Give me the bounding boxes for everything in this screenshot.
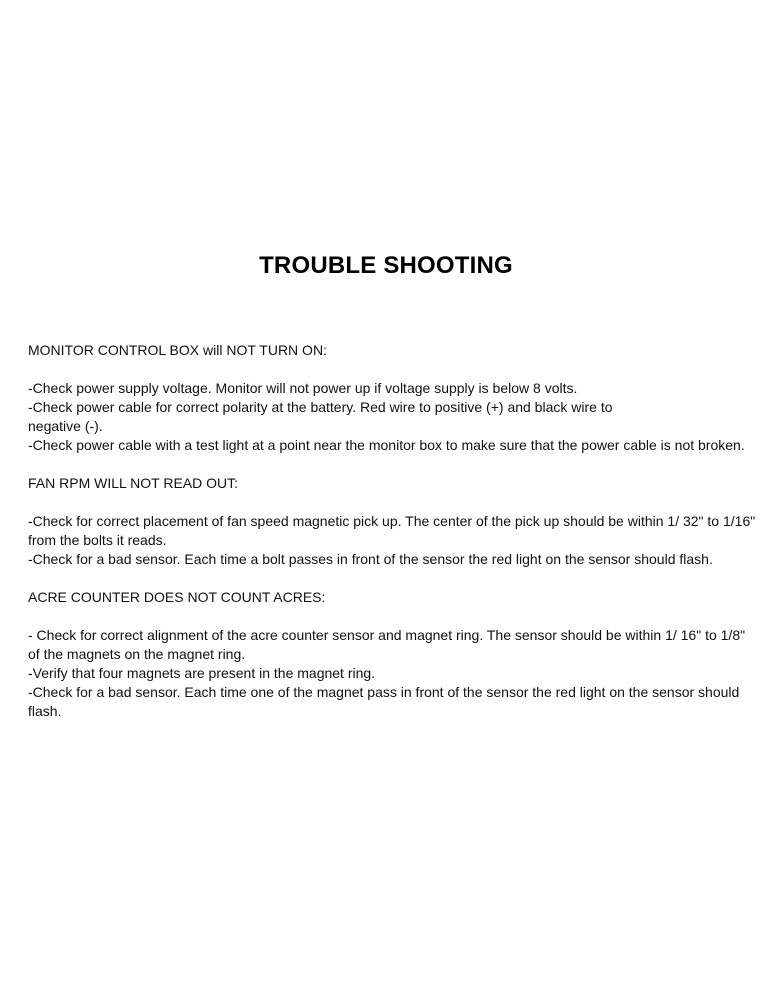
check-item: -Check for correct placement of fan speed magnetic pick up. The center of the pick up should be within 1/ 32" to 1/16" from the bolts it reads. <box>28 513 756 548</box>
check-item: -Verify that four magnets are present in the magnet ring. <box>28 665 376 681</box>
section-items <box>28 512 756 569</box>
check-item: -Check power supply voltage. Monitor will not power up if voltage supply is below 8 volts. <box>28 380 578 396</box>
section-items <box>28 626 756 721</box>
section-fan-rpm <box>28 474 756 569</box>
troubleshooting-content <box>28 341 756 740</box>
page-title: TROUBLE SHOOTING <box>259 252 513 279</box>
section-heading: MONITOR CONTROL BOX will NOT TURN ON: <box>28 342 327 358</box>
check-item-continuation: negative (-). <box>28 418 103 434</box>
check-item: - Check for correct alignment of the acre counter sensor and magnet ring. The sensor should be within 1/ 16" to 1/8" of the magnets on the magnet ring. <box>28 627 746 662</box>
section-items <box>28 379 756 455</box>
section-heading: FAN RPM WILL NOT READ OUT: <box>28 475 239 491</box>
check-item: -Check for a bad sensor. Each time one of the magnet pass in front of the sensor the red light on the sensor should flash. <box>28 684 740 719</box>
section-acre-counter <box>28 588 756 721</box>
check-item: -Check power cable with a test light at a point near the monitor box to make sure that the power cable is not broken. <box>28 437 745 453</box>
section-heading: ACRE COUNTER DOES NOT COUNT ACRES: <box>28 589 326 605</box>
section-monitor-control-box <box>28 341 756 455</box>
check-item: -Check for a bad sensor. Each time a bolt passes in front of the sensor the red light on the sensor should flash. <box>28 551 713 567</box>
check-item: -Check power cable for correct polarity at the battery. Red wire to positive (+) and black wire to <box>28 399 613 415</box>
